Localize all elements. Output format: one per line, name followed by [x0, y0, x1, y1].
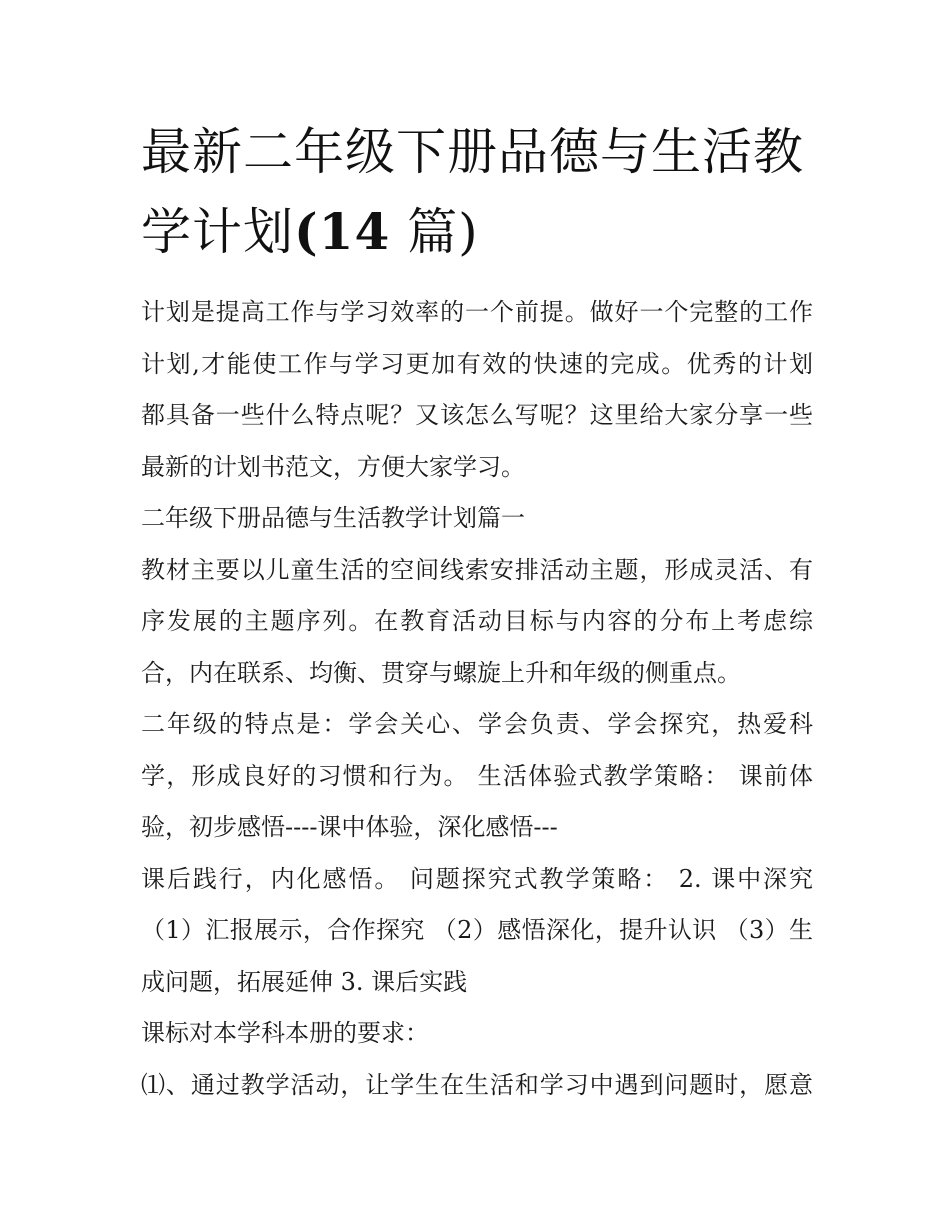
body-line: 验，初步感悟----课中体验，深化感悟---	[141, 813, 558, 841]
body-line: （1）汇报展示，合作探究 （2）感悟深化，提升认识 （3）生	[141, 916, 813, 944]
document-body	[141, 292, 813, 1116]
body-line: 计划是提高工作与学习效率的一个前提。做好一个完整的工作	[141, 298, 813, 326]
body-line: 课标对本学科本册的要求：	[141, 1019, 429, 1047]
document-title	[141, 112, 813, 272]
title-line-1: 最新二年级下册品德与生活教	[141, 123, 804, 181]
document-content	[141, 112, 813, 1116]
title-line-2-suffix: 篇)	[390, 203, 479, 261]
body-line: ⑴、通过教学活动，让学生在生活和学习中遇到问题时，愿意	[141, 1070, 813, 1099]
body-line: 计划,才能使工作与学习更加有效的快速的完成。优秀的计划	[141, 349, 813, 378]
body-line: 都具备一些什么特点呢？又该怎么写呢？这里给大家分享一些	[141, 401, 813, 429]
body-line: 教材主要以儿童生活的空间线索安排活动主题，形成灵活、有	[141, 555, 813, 584]
body-line: 序发展的主题序列。在教育活动目标与内容的分布上考虑综	[141, 607, 813, 635]
body-line: 二年级的特点是：学会关心、学会负责、学会探究，热爱科	[141, 710, 813, 738]
body-line: 成问题，拓展延伸 3. 课后实践	[141, 967, 468, 996]
body-line: 二年级下册品德与生活教学计划篇一	[141, 504, 525, 532]
body-line: 最新的计划书范文，方便大家学习。	[141, 452, 525, 481]
body-line: 合，内在联系、均衡、贯穿与螺旋上升和年级的侧重点。	[141, 658, 741, 687]
body-line: 学，形成良好的习惯和行为。 生活体验式教学策略： 课前体	[141, 761, 813, 790]
title-line-2-bold: (14	[294, 202, 391, 261]
title-line-2-prefix: 学计划	[141, 203, 294, 261]
body-line: 课后践行，内化感悟。 问题探究式教学策略： 2. 课中深究	[141, 864, 813, 893]
